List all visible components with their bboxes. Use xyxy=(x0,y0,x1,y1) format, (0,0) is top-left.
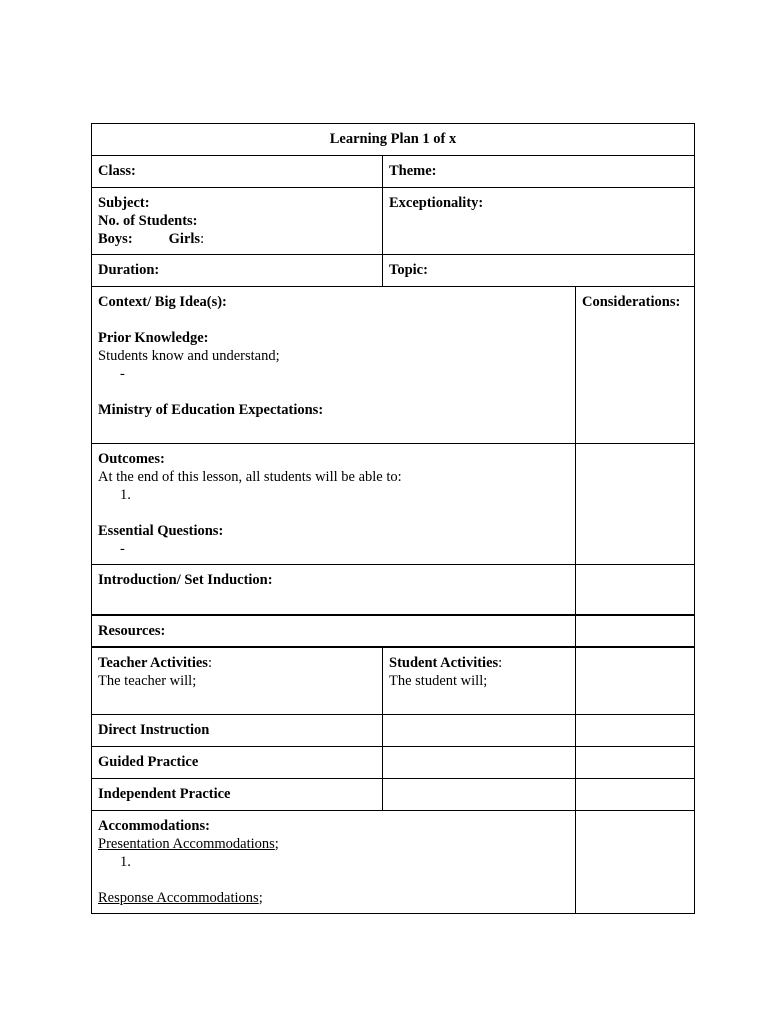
theme-cell[interactable] xyxy=(383,156,695,188)
accommodations-label: Accommodations: xyxy=(98,818,210,834)
student-activities-heading xyxy=(389,654,569,672)
resources-considerations-cell[interactable] xyxy=(576,615,695,647)
context-cell[interactable] xyxy=(92,287,576,444)
prior-knowledge-label: Prior Knowledge: xyxy=(98,330,209,346)
exceptionality-cell[interactable] xyxy=(383,188,695,255)
students-label: No. of Students: xyxy=(98,213,198,229)
independent-practice-considerations-cell[interactable] xyxy=(576,779,695,811)
subject-label: Subject: xyxy=(98,195,150,211)
student-activities-text: The student will; xyxy=(389,672,488,689)
outcomes-item: 1. xyxy=(120,487,131,503)
teacher-activities-heading xyxy=(98,654,376,672)
presentation-accommodations-label: Presentation Accommodations xyxy=(98,836,275,852)
considerations-label: Considerations: xyxy=(582,294,681,310)
guided-practice-student-cell[interactable] xyxy=(383,747,576,779)
independent-practice-cell[interactable] xyxy=(92,779,383,811)
ministry-label: Ministry of Education Expectations: xyxy=(98,402,324,418)
accommodations-cell[interactable] xyxy=(92,811,576,914)
topic-cell[interactable] xyxy=(383,255,695,287)
teacher-colon: : xyxy=(207,654,212,671)
theme-label: Theme: xyxy=(389,163,437,179)
presentation-accommodations-item: 1. xyxy=(120,854,131,870)
response-accommodations-line xyxy=(98,889,569,907)
prior-knowledge-bullet: - xyxy=(120,366,125,382)
student-activities-label: Student Activities xyxy=(389,654,499,671)
accommodations-considerations-cell[interactable] xyxy=(576,811,695,914)
outcomes-text: At the end of this lesson, all students will be able to: xyxy=(98,469,402,485)
duration-label: Duration: xyxy=(98,262,160,278)
exceptionality-label: Exceptionality: xyxy=(389,195,484,211)
introduction-considerations-cell[interactable] xyxy=(576,565,695,615)
essential-questions-label: Essential Questions: xyxy=(98,523,224,539)
girls-colon: : xyxy=(200,231,205,247)
outcomes-label: Outcomes: xyxy=(98,451,165,467)
boys-label: Boys: xyxy=(98,231,133,247)
plan-title: Learning Plan 1 of x xyxy=(92,124,695,156)
subject-cell[interactable] xyxy=(92,188,383,255)
teacher-activities-cell[interactable] xyxy=(92,647,383,715)
direct-instruction-considerations-cell[interactable] xyxy=(576,715,695,747)
essential-questions-bullet: - xyxy=(120,541,125,557)
teacher-activities-text: The teacher will; xyxy=(98,672,197,689)
resources-cell[interactable] xyxy=(92,615,576,647)
boys-girls-line xyxy=(98,230,376,248)
learning-plan-table xyxy=(91,123,695,914)
independent-practice-student-cell[interactable] xyxy=(383,779,576,811)
activities-considerations-cell[interactable] xyxy=(576,647,695,715)
prior-knowledge-text: Students know and understand; xyxy=(98,348,280,364)
guided-practice-considerations-cell[interactable] xyxy=(576,747,695,779)
direct-instruction-student-cell[interactable] xyxy=(383,715,576,747)
student-colon: : xyxy=(498,654,503,671)
context-label: Context/ Big Idea(s): xyxy=(98,294,227,310)
introduction-cell[interactable] xyxy=(92,565,576,615)
resources-label: Resources: xyxy=(98,622,166,639)
considerations-cell[interactable] xyxy=(576,287,695,444)
direct-instruction-label: Direct Instruction xyxy=(98,722,210,738)
guided-practice-label: Guided Practice xyxy=(98,754,199,770)
presentation-accommodations-line xyxy=(98,835,569,853)
teacher-activities-label: Teacher Activities xyxy=(98,654,208,671)
topic-label: Topic: xyxy=(389,262,428,278)
outcomes-considerations-cell[interactable] xyxy=(576,444,695,565)
guided-practice-cell[interactable] xyxy=(92,747,383,779)
girls-label: Girls xyxy=(168,231,201,247)
introduction-label: Introduction/ Set Induction: xyxy=(98,572,273,588)
duration-cell[interactable] xyxy=(92,255,383,287)
response-semicolon: ; xyxy=(258,890,263,906)
direct-instruction-cell[interactable] xyxy=(92,715,383,747)
class-cell[interactable] xyxy=(92,156,383,188)
response-accommodations-label: Response Accommodations xyxy=(98,890,259,906)
student-activities-cell[interactable] xyxy=(383,647,576,715)
presentation-semicolon: ; xyxy=(274,836,279,852)
class-label: Class: xyxy=(98,163,136,179)
outcomes-cell[interactable] xyxy=(92,444,576,565)
independent-practice-label: Independent Practice xyxy=(98,786,231,802)
